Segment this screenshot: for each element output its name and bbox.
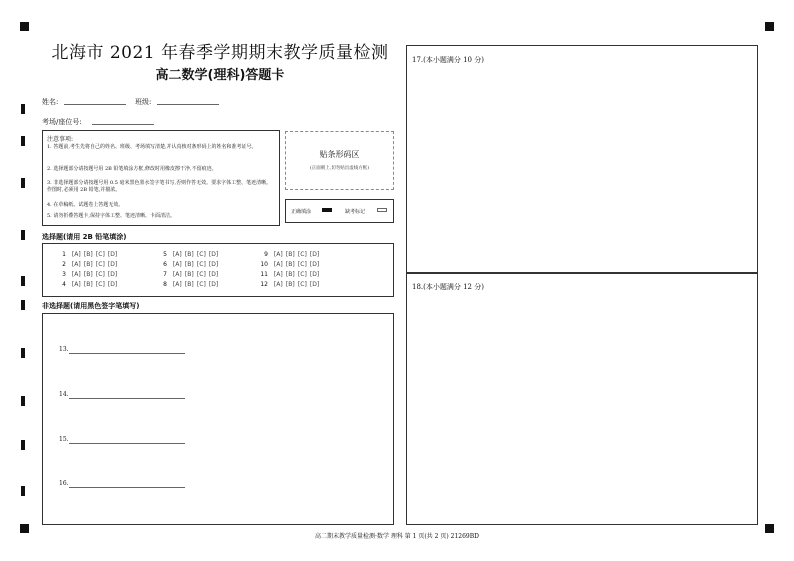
filled-mark-sample	[322, 208, 332, 212]
notice-box	[42, 130, 280, 226]
timing-mark	[21, 136, 25, 146]
question-13-number: 13.	[59, 346, 69, 353]
notice-item: 3. 非选择题部分请按题号用 0.5 毫米黑色墨水签字笔书写,否则作答无效。要求字体工整、笔迹清晰。作图时,必须用 2B 铅笔,并描浓。	[47, 180, 272, 193]
notice-item: 1. 答题前,考生先将自己的姓名、班级、考场填写清楚,并认真核对条形码上的姓名和准考证号。	[47, 144, 257, 150]
notice-item: 4. 在草稿纸、试题卷上答题无效。	[47, 202, 124, 208]
fill-mark-legend	[285, 199, 394, 223]
registration-mark-bottom-right	[765, 524, 774, 533]
question-15-number: 15.	[59, 436, 69, 443]
question-16-answer-line[interactable]	[69, 487, 185, 488]
seat-field[interactable]	[92, 124, 154, 125]
multiple-choice-title: 选择题(请用 2B 铅笔填涂)	[42, 233, 127, 241]
page-footer: 高二期末教学质量检测·数学 理科 第 1 页(共 2 页) 21269BD	[315, 533, 479, 540]
mc-question-row[interactable]: 1 [A] [B] [C] [D]	[62, 251, 118, 258]
mc-question-row[interactable]: 3 [A] [B] [C] [D]	[62, 271, 118, 278]
name-label: 姓名:	[42, 98, 59, 106]
absent-mark-checkbox[interactable]	[377, 208, 387, 212]
question-17-header: 17.(本小题满分 10 分)	[412, 56, 484, 64]
timing-mark	[21, 348, 25, 358]
timing-mark	[21, 440, 25, 450]
absent-mark-label: 缺考标记	[345, 209, 366, 215]
name-field[interactable]	[64, 104, 126, 105]
question-18-answer-area[interactable]	[406, 272, 758, 525]
barcode-area	[285, 131, 394, 190]
question-15-answer-line[interactable]	[69, 443, 185, 444]
barcode-note: (正面朝上,切勿贴出虚线方框)	[310, 166, 369, 171]
notice-item: 5. 请勿折叠答题卡,保持字体工整、笔迹清晰、卡面清洁。	[47, 213, 175, 219]
seat-label: 考场/座位号:	[42, 118, 82, 126]
class-field[interactable]	[157, 104, 219, 105]
free-response-box	[42, 313, 394, 525]
page-subtitle: 高二数学(理科)答题卡	[155, 68, 285, 83]
question-18-header: 18.(本小题满分 12 分)	[412, 283, 484, 291]
mc-question-row[interactable]: 6 [A] [B] [C] [D]	[163, 261, 219, 268]
timing-mark	[21, 230, 25, 240]
timing-mark	[21, 104, 25, 114]
mc-question-row[interactable]: 9 [A] [B] [C] [D]	[264, 251, 320, 258]
mc-question-row[interactable]: 4 [A] [B] [C] [D]	[62, 281, 118, 288]
correct-fill-label: 正确填涂	[291, 209, 312, 215]
registration-mark-top-left	[20, 22, 29, 31]
mc-question-row[interactable]: 12 [A] [B] [C] [D]	[260, 281, 320, 288]
question-17-answer-area[interactable]	[406, 45, 758, 274]
registration-mark-top-right	[765, 22, 774, 31]
free-response-title: 非选择题(请用黑色签字笔填写)	[42, 302, 140, 310]
multiple-choice-box	[42, 243, 394, 297]
question-14-answer-line[interactable]	[69, 398, 185, 399]
notice-item: 2. 选择题部分请按题号用 2B 铅笔填涂方框,修改时用橡皮擦干净,不留痕迹。	[47, 166, 217, 172]
timing-mark	[21, 396, 25, 406]
mc-question-row[interactable]: 2 [A] [B] [C] [D]	[62, 261, 118, 268]
mc-question-row[interactable]: 10 [A] [B] [C] [D]	[260, 261, 320, 268]
registration-mark-bottom-left	[20, 524, 29, 533]
question-14-number: 14.	[59, 391, 69, 398]
timing-mark	[21, 276, 25, 286]
class-label: 班级:	[135, 98, 152, 106]
barcode-label: 贴条形码区	[319, 150, 360, 159]
question-16-number: 16.	[59, 480, 69, 487]
timing-mark	[21, 178, 25, 188]
question-13-answer-line[interactable]	[69, 353, 185, 354]
notice-heading: 注意事项:	[47, 136, 74, 143]
mc-question-row[interactable]: 5 [A] [B] [C] [D]	[163, 251, 219, 258]
mc-question-row[interactable]: 8 [A] [B] [C] [D]	[163, 281, 219, 288]
timing-mark	[21, 486, 25, 496]
mc-question-row[interactable]: 11 [A] [B] [C] [D]	[260, 271, 320, 278]
timing-mark	[21, 300, 25, 310]
mc-question-row[interactable]: 7 [A] [B] [C] [D]	[163, 271, 219, 278]
page-title: 北海市 2021 年春季学期期末教学质量检测	[51, 43, 389, 63]
